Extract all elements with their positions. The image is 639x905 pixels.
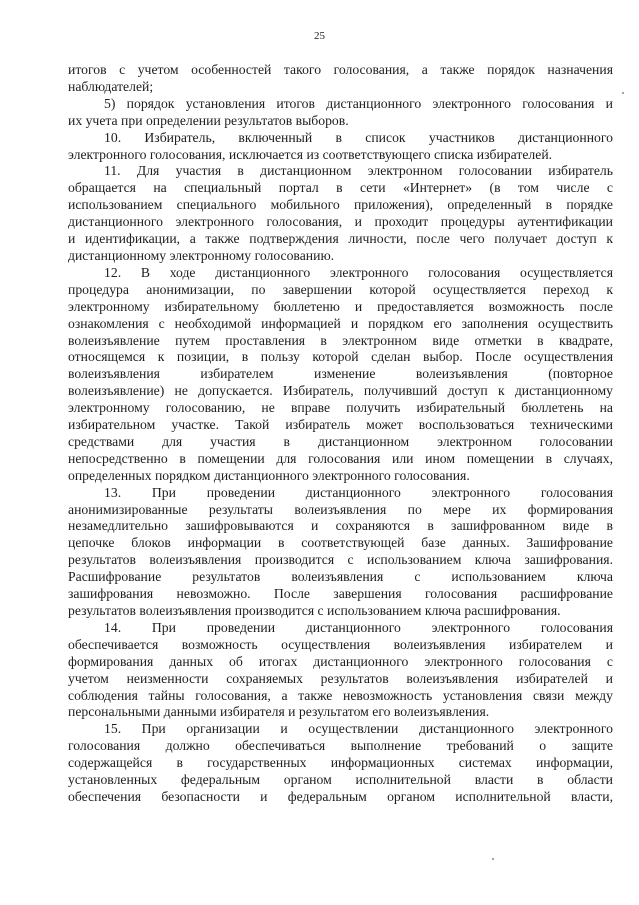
text-line: результатов волеизъявления производится с использованием ключа зашифрования. (68, 552, 613, 568)
text-line: 5) порядок установления итогов дистанционного электронного голосования и (104, 95, 613, 111)
paragraph (68, 96, 613, 130)
text-line: избирательном участке. Такой избиратель может воспользоваться техническими (68, 417, 613, 433)
text-line: определенных порядком дистанционного электронного голосования. (68, 467, 470, 483)
document-body (68, 62, 613, 806)
text-line: обеспечения безопасности и федеральным органом исполнительной власти, (68, 788, 613, 804)
text-line: ознакомления с необходимой информацией и порядком его заполнения осуществить (68, 315, 613, 331)
scan-speck (622, 92, 624, 94)
text-line: анонимизированные результаты волеизъявления по мере их формирования (68, 501, 613, 517)
text-line: относящемся к позиции, в пользу которой сделан выбор. После осуществления (68, 349, 613, 365)
text-line: использованием специального мобильного приложения), определенный в порядке (68, 197, 613, 213)
text-line: обеспечивается возможность осуществления волеизъявления избирателем и (68, 636, 613, 652)
text-line: электронному голосованию, не вправе получить избирательный бюллетень на (68, 400, 613, 416)
text-line: персональными данными избирателя и результатом его волеизъявления. (68, 704, 490, 720)
text-line: 15. При организации и осуществлении дистанционного электронного (104, 721, 613, 737)
text-line: процедура анонимизации, по завершении которой осуществляется переход к (68, 281, 613, 297)
scan-speck (492, 858, 494, 860)
page-number: 25 (314, 30, 325, 42)
paragraph (68, 62, 613, 96)
text-line: учетом неизменности сохраняемых результатов волеизъявления избирателей и (68, 670, 613, 686)
text-line: 12. В ходе дистанционного электронного голосования осуществляется (104, 264, 613, 280)
paragraph (68, 721, 613, 806)
text-line: результатов волеизъявления производится с использованием ключа расшифрования. (68, 603, 561, 618)
text-line: 10. Избиратель, включенный в список участников дистанционного (104, 129, 613, 145)
text-line: итогов с учетом особенностей такого голосования, а также порядок назначения (68, 62, 613, 77)
text-line: цепочке блоков информации в соответствующей базе данных. Зашифрование (68, 535, 613, 551)
text-line: и идентификации, а также подтверждения личности, после чего получает доступ к (68, 231, 613, 247)
paragraph (68, 265, 613, 485)
text-line: волеизъявление путем проставления в электронном виде отметки в квадрате, (68, 332, 613, 348)
text-line: соблюдения тайны голосования, а также невозможность установления связи между (68, 687, 613, 703)
text-line: их учета при определении результатов выборов. (68, 112, 349, 128)
paragraph (68, 130, 613, 164)
paragraph (68, 485, 613, 620)
text-line: дистанционному электронному голосованию. (68, 247, 335, 263)
text-line: формирования данных об итогах дистанционного электронного голосования с (68, 653, 613, 669)
text-line: дистанционного электронного голосования, и проходит процедуры аутентификации (68, 214, 613, 230)
text-line: содержащейся в государственных информационных системах информации, (68, 755, 613, 771)
text-line: средствами для участия в дистанционном электронном голосовании (68, 433, 613, 449)
text-line: 11. Для участия в дистанционном электронном голосовании избиратель (104, 163, 613, 179)
paragraph (68, 163, 613, 264)
text-line: обращается на специальный портал в сети «Интернет» (в том числе с (68, 180, 613, 196)
text-line: голосования должно обеспечиваться выполнение требований о защите (68, 738, 613, 754)
text-line: электронному избирательному бюллетеню и предоставляется возможность после (68, 298, 613, 314)
text-line: незамедлительно зашифровываются и сохраняются в зашифрованном виде в (68, 518, 613, 534)
text-line: Расшифрование результатов волеизъявления с использованием ключа (68, 569, 613, 585)
text-line: зашифрования невозможно. После завершения голосования расшифрование (68, 586, 613, 602)
paragraph (68, 620, 613, 721)
text-line: волеизъявление) не допускается. Избиратель, получивший доступ к дистанционному (68, 383, 613, 399)
text-line: наблюдателей; (68, 78, 154, 94)
text-line: установленных федеральным органом исполнительной власти в области (68, 772, 613, 788)
text-line: непосредственно в помещении для голосования или ином помещении в случаях, (68, 450, 613, 466)
text-line: 13. При проведении дистанционного электронного голосования (104, 484, 613, 500)
text-line: электронного голосования, исключается из соответствующего списка избирателей. (68, 146, 553, 162)
text-line: 14. При проведении дистанционного электронного голосования (104, 619, 613, 635)
text-line: волеизъявления избирателем изменение волеизъявления (повторное (68, 366, 613, 382)
